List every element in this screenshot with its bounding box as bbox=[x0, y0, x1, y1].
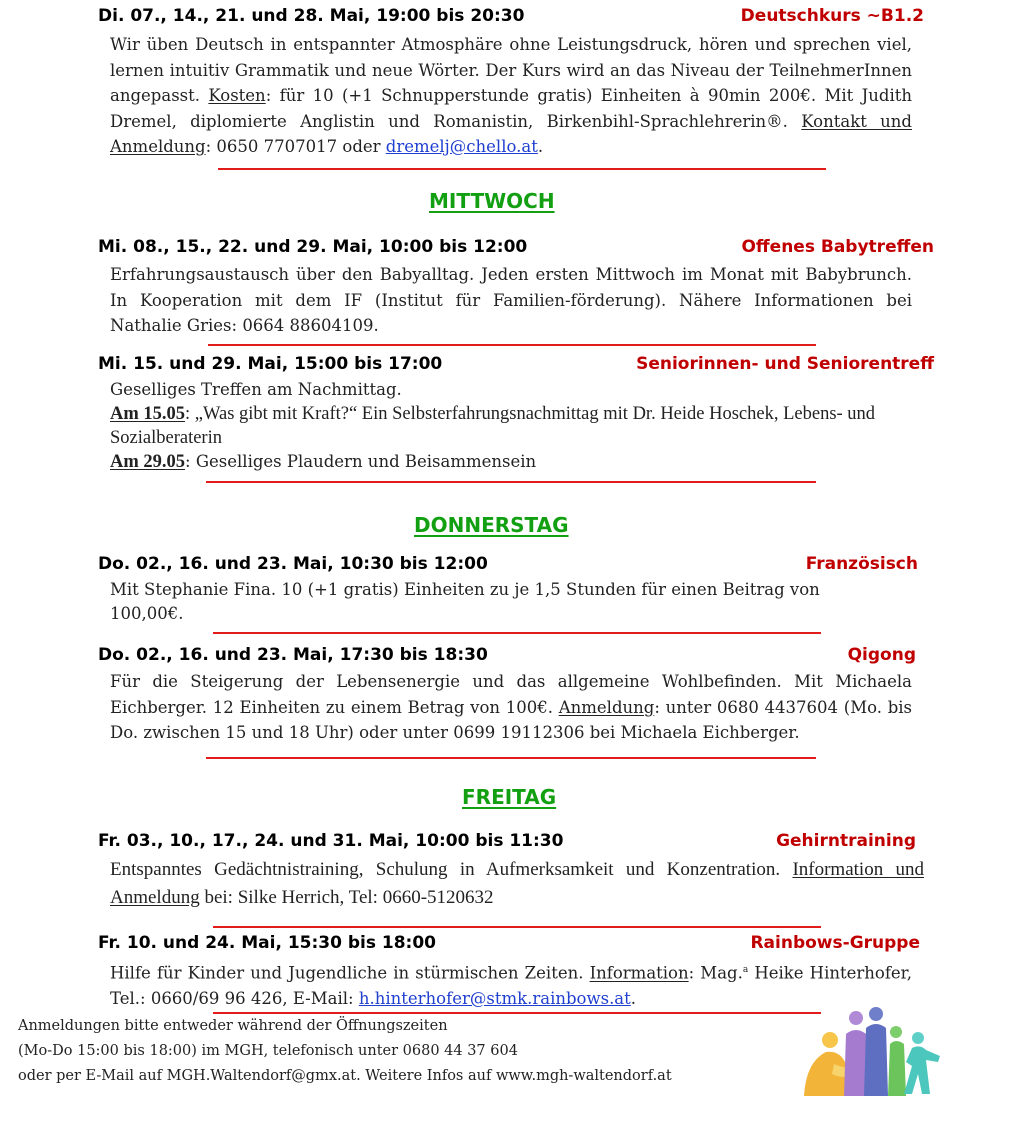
event-date-franzoesisch: Do. 02., 16. und 23. Mai, 10:30 bis 12:00 bbox=[98, 554, 488, 574]
footer-line: Anmeldungen bitte entweder während der Öffnungszeiten bbox=[18, 1018, 448, 1034]
event-title-deutschkurs: Deutschkurs ~B1.2 bbox=[740, 6, 924, 26]
event-title-rainbows: Rainbows-Gruppe bbox=[750, 933, 920, 953]
costs-label: Kosten bbox=[208, 86, 266, 105]
event-date-babytreffen: Mi. 08., 15., 22. und 29. Mai, 10:00 bis 12:00 bbox=[98, 237, 528, 257]
event-title-senioren: Seniorinnen- und Seniorentreff bbox=[636, 354, 934, 374]
divider bbox=[213, 632, 821, 634]
divider bbox=[208, 344, 816, 346]
footer-line: oder per E-Mail auf MGH.Waltendorf@gmx.at. Weitere Infos auf www.mgh-waltendorf.at bbox=[18, 1068, 672, 1084]
contact-label: Kontakt und Anmeldung bbox=[110, 111, 912, 156]
event-text-franzoesisch: Mit Stephanie Fina. 10 (+1 gratis) Einheiten zu je 1,5 Stunden für einen Beitrag von 100,00€. bbox=[110, 580, 820, 623]
event-date-qigong: Do. 02., 16. und 23. Mai, 17:30 bis 18:30 bbox=[98, 645, 488, 665]
footer-line: (Mo-Do 15:00 bis 18:00) im MGH, telefonisch unter 0680 44 37 604 bbox=[18, 1043, 518, 1059]
event-text-senioren: Geselliges Treffen am Nachmittag. Am 15.05: „Was gibt mit Kraft?“ Ein Selbsterfahrungsnachmittag mit Dr. Heide Hoschek, Lebens- und Sozialberaterin Am 29.05: Geselliges Plaudern und Beisammensein bbox=[110, 380, 876, 472]
event-text-babytreffen: Erfahrungsaustausch über den Babyalltag. Jeden ersten Mittwoch im Monat mit Babybrunch. In Kooperation mit dem IF (Institut für Familien-förderung). Nähere Informationen bei Nathalie Gries: 0664 88604109. bbox=[110, 265, 912, 335]
event-text-rainbows: Hilfe für Kinder und Jugendliche in stürmischen Zeiten. Information: Mag.$^a$ Heike Hinterhofer, Tel.: 0660/69 96 426, E-Mail: h.hinterhofer@stmk.rainbows.at. bbox=[110, 963, 913, 1008]
event-title-babytreffen: Offenes Babytreffen bbox=[741, 237, 934, 257]
divider bbox=[213, 926, 821, 928]
event-date-rainbows: Fr. 10. und 24. Mai, 15:30 bis 18:00 bbox=[98, 933, 436, 953]
email-link-dremel[interactable]: dremelj@chello.at bbox=[385, 137, 538, 156]
info-label-gehirntraining: Information und Anmeldung bbox=[110, 859, 924, 908]
event-text-gehirntraining: Entspanntes Gedächtnistraining, Schulung in Aufmerksamkeit und Konzentration. Information und Anmeldung bei: Silke Herrich, Tel: 0660-5120632 bbox=[110, 859, 924, 908]
date-label-15-05: Am 15.05 bbox=[110, 404, 186, 424]
day-heading-friday: FREITAG bbox=[462, 785, 557, 809]
event-title-gehirntraining: Gehirntraining bbox=[776, 831, 916, 851]
silhouette-adult-blue bbox=[864, 1007, 888, 1096]
event-title-franzoesisch: Französisch bbox=[805, 554, 918, 574]
event-date-gehirntraining: Fr. 03., 10., 17., 24. und 31. Mai, 10:00 bis 11:30 bbox=[98, 831, 564, 851]
footer-registration-info bbox=[18, 1014, 672, 1089]
divider bbox=[206, 757, 816, 759]
day-heading-thursday: DONNERSTAG bbox=[414, 513, 569, 537]
silhouette-child-teal bbox=[904, 1032, 940, 1094]
divider bbox=[206, 481, 816, 483]
email-link-hinterhofer[interactable]: h.hinterhofer@stmk.rainbows.at bbox=[358, 989, 631, 1008]
family-logo-icon bbox=[800, 1004, 945, 1100]
signup-label: Anmeldung bbox=[558, 697, 655, 717]
date-label-29-05: Am 29.05 bbox=[110, 452, 186, 472]
silhouette-adult-purple bbox=[844, 1011, 866, 1096]
silhouette-child-green bbox=[888, 1026, 906, 1096]
event-date-deutschkurs: Di. 07., 14., 21. und 28. Mai, 19:00 bis 20:30 bbox=[98, 6, 525, 26]
event-text-deutschkurs: Wir üben Deutsch in entspannter Atmosphäre ohne Leistungsdruck, hören und sprechen viel, lernen intuitiv Grammatik und neue Wörter. Der Kurs wird an das Niveau der TeilnehmerInnen angepasst. Kosten: für 10 (+1 Schnupperstunde gratis) Einheiten à 90min 200€. Mit Judith Dremel, diplomierte Anglistin und Romanistin, Birkenbihl-Sprachlehrerin®. Kontakt und Anmeldung: 0650 7707017 oder dremelj@chello.at. bbox=[110, 35, 912, 156]
event-title-qigong: Qigong bbox=[847, 645, 916, 665]
day-heading-wednesday: MITTWOCH bbox=[429, 189, 555, 213]
event-text-qigong: Für die Steigerung der Lebensenergie und das allgemeine Wohlbefinden. Mit Michaela Eichberger. 12 Einheiten zu einem Betrag von 100€. Anmeldung: unter 0680 4437604 (Mo. bis Do. zwischen 15 und 18 Uhr) oder unter 0699 19112306 bei Michaela Eichberger. bbox=[110, 672, 912, 742]
divider bbox=[218, 168, 826, 170]
event-date-senioren: Mi. 15. und 29. Mai, 15:00 bis 17:00 bbox=[98, 354, 443, 374]
info-label-rainbows: Information bbox=[589, 963, 689, 983]
